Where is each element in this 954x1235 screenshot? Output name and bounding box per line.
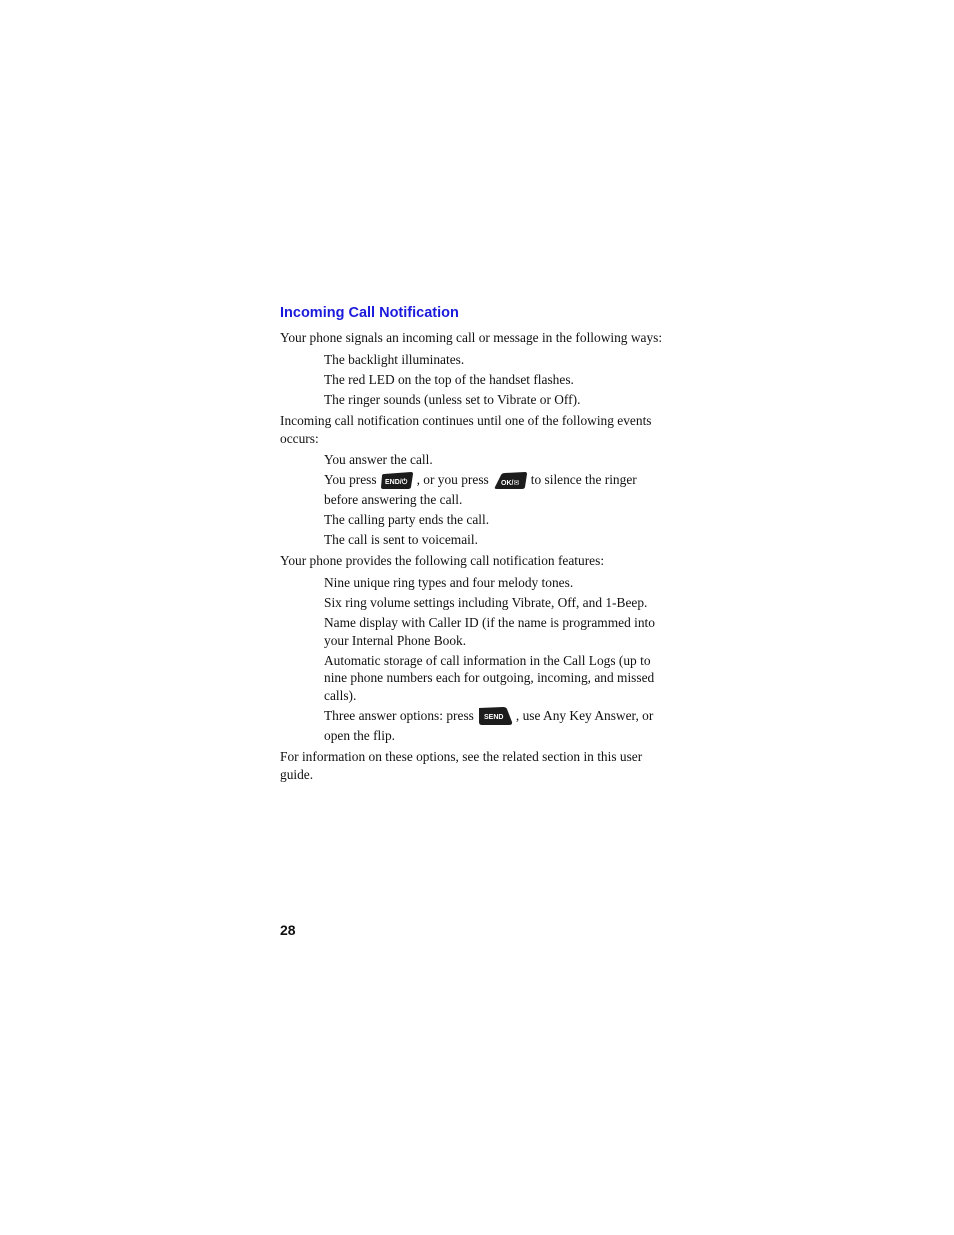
list-item: Nine unique ring types and four melody tones. — [324, 574, 574, 590]
page-number: 28 — [280, 922, 296, 938]
ok-key-icon — [492, 471, 528, 490]
end-key-icon — [380, 471, 414, 490]
section-heading: Incoming Call Notification — [280, 305, 459, 321]
manual-page — [280, 303, 670, 787]
list-item: The ringer sounds (unless set to Vibrate or Off). — [324, 391, 581, 407]
list-item: The red LED on the top of the handset flashes. — [324, 371, 574, 387]
features-intro-paragraph: Your phone provides the following call notification features: — [280, 553, 605, 569]
send-key-label: SEND — [483, 713, 504, 721]
list-item: The calling party ends the call. — [324, 511, 490, 527]
intro-paragraph: Your phone signals an incoming call or message in the following ways: — [280, 330, 663, 345]
send-key-icon — [477, 706, 513, 726]
list-item-text: You press — [324, 472, 377, 488]
end-key-label: END/⏻ — [384, 478, 407, 486]
list-item — [280, 471, 670, 508]
list-item: You answer the call. — [324, 452, 433, 468]
list-item: The backlight illuminates. — [324, 351, 465, 367]
footer-paragraph: For information on these options, see the related section in this user guide. — [280, 749, 643, 782]
list-item-text: , use Any Key Answer, or open the flip. — [324, 707, 654, 743]
list-item-text: , or you press — [416, 472, 489, 488]
list-item: Six ring volume settings including Vibrate, Off, and 1-Beep. — [324, 594, 648, 610]
ok-key-label: OK/✉ — [500, 479, 520, 487]
list-item: Automatic storage of call information in the Call Logs (up to nine phone numbers each for outgoing, incoming, and missed calls). — [324, 652, 655, 703]
list-item: Name display with Caller ID (if the name is programmed into your Internal Phone Book. — [324, 615, 655, 648]
list-item-text: to silence the ringer before answering the call. — [324, 472, 637, 507]
list-item: The call is sent to voicemail. — [324, 531, 478, 547]
list-item — [280, 707, 670, 745]
feature-list — [280, 574, 670, 744]
event-list — [280, 451, 670, 548]
continue-paragraph: Incoming call notification continues until one of the following events occurs: — [280, 413, 652, 446]
signal-list — [280, 351, 670, 409]
list-item-text: Three answer options: press — [324, 707, 474, 723]
